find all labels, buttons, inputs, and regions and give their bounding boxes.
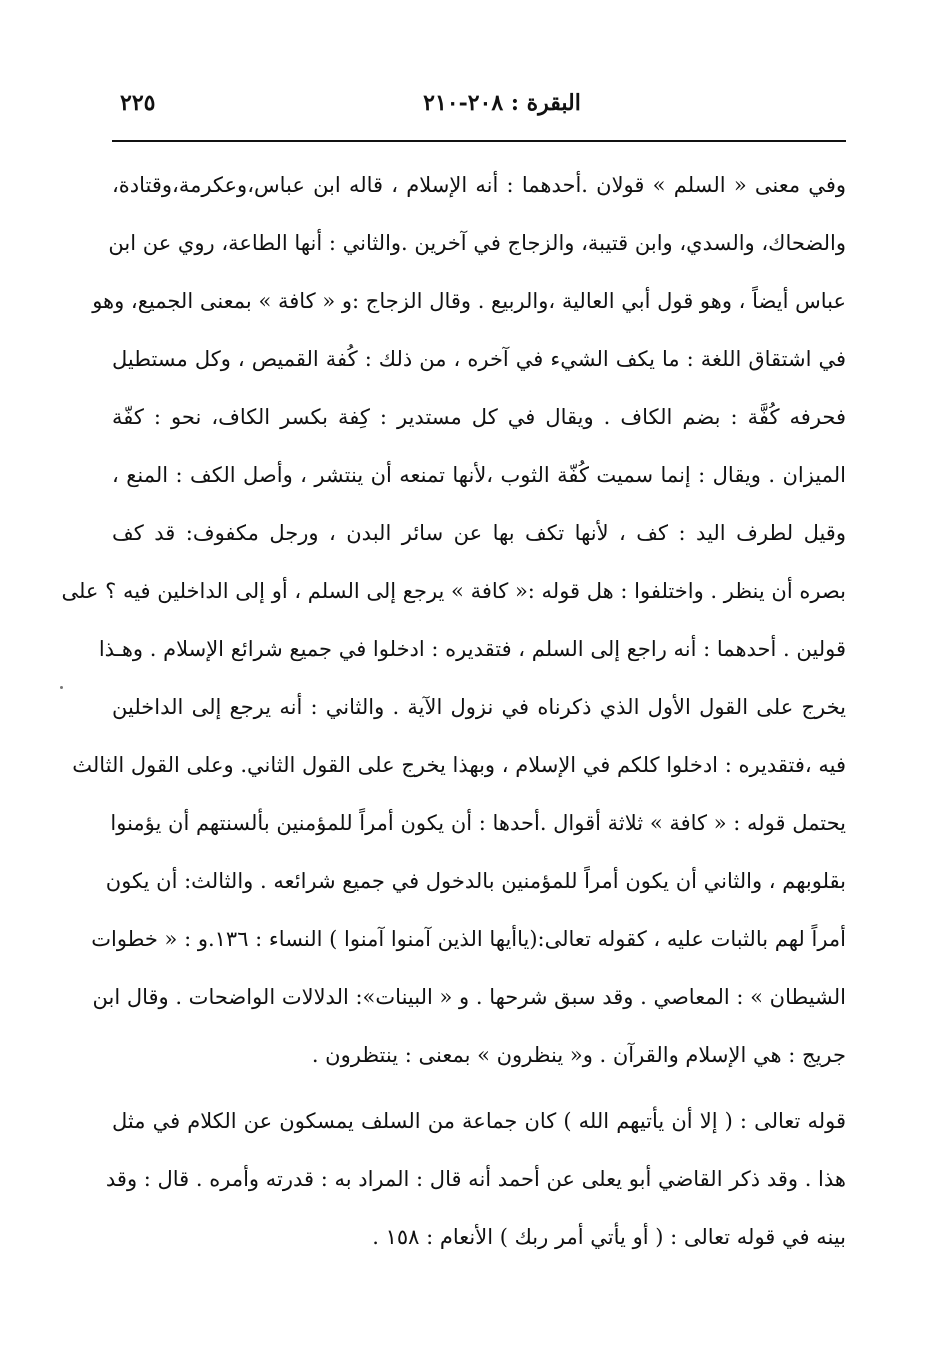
text-line: بصره أن ينظر . واختلفوا : هل قوله :« كافة » يرجع إلى السلم ، أو إلى الداخلين فيه ؟ على <box>61 579 846 603</box>
text-line: الشيطان » : المعاصي . وقد سبق شرحها . و « البينات»: الدلالات الواضحات . وقال ابن <box>92 985 846 1009</box>
text-line: في اشتقاق اللغة : ما يكف الشيء في آخره ، من ذلك : كُفة القميص ، وكل مستطيل <box>112 347 846 371</box>
page-body <box>61 156 846 1266</box>
paragraph-1 <box>61 156 846 1084</box>
text-line: أمراً لهم بالثبات عليه ، كقوله تعالى:(ياأيها الذين آمنوا آمنوا ) النساء : ١٣٦.و : « خطوات <box>91 927 846 951</box>
text-line: هذا . وقد ذكر القاضي أبو يعلى عن أحمد أنه قال : المراد به : قدرته وأمره . قال : وقد <box>105 1167 846 1191</box>
page-number: ٢٢٥ <box>120 90 156 116</box>
text-line: بينه في قوله تعالى : ( أو يأتي أمر ربك ) الأنعام : ١٥٨ . <box>372 1225 846 1249</box>
text-line: قوله تعالى : ( إلا أن يأتيهم الله ) كان جماعة من السلف يمسكون عن الكلام في مثل <box>112 1109 846 1133</box>
paragraph-gap <box>112 1084 846 1092</box>
text-line: فحرفه كُفَّة : بضم الكاف . ويقال في كل مستدير : كِفة بكسر الكاف، نحو : كفّة <box>112 405 846 429</box>
text-line: والضحاك، والسدي، وابن قتيبة، والزجاج في آخرين .والثاني : أنها الطاعة، روي عن ابن <box>108 231 846 255</box>
text-line: عباس أيضاً ، وهو قول أبي العالية ،والربيع . وقال الزجاج :و « كافة » بمعنى الجميع، وهو <box>92 289 846 313</box>
paragraph-2 <box>105 1092 846 1266</box>
text-line: يخرج على القول الأول الذي ذكرناه في نزول الآية . والثاني : أنه يرجع إلى الداخلين <box>112 695 846 719</box>
text-line: الميزان . ويقال : إنما سميت كُفّة الثوب ،لأنها تمنعه أن ينتشر ، وأصل الكف : المنع ، <box>112 463 846 487</box>
text-line: بقلوبهم ، والثاني أن يكون أمراً للمؤمنين بالدخول في جميع شرائعه . والثالث: أن يكون <box>105 869 846 893</box>
text-line: جريج : هي الإسلام والقرآن . و« ينظرون » بمعنى : ينتظرون . <box>311 1043 846 1067</box>
text-line: وفي معنى « السلم » قولان .أحدهما : أنه الإسلام ، قاله ابن عباس،وعكرمة،وقتادة، <box>112 173 846 197</box>
header-rule <box>112 140 846 142</box>
text-line: فيه ،فتقديره : ادخلوا كلكم في الإسلام ، وبهذا يخرج على القول الثاني. وعلى القول الثالث <box>72 753 846 777</box>
text-line: يحتمل قوله : « كافة » ثلاثة أقوال .أحدها : أن يكون أمراً للمؤمنين بألسنتهم أن يؤمنوا <box>110 811 846 835</box>
page-header <box>112 86 842 126</box>
margin-speck <box>60 686 63 689</box>
text-line: وقيل لطرف اليد : كف ، لأنها تكف بها عن سائر البدن ، ورجل مكفوف: قد كف <box>112 521 846 545</box>
running-title: البقرة : ٢٠٨-٢١٠ <box>423 90 581 116</box>
text-line: قولين . أحدهما : أنه راجع إلى السلم ، فتقديره : ادخلوا في جميع شرائع الإسلام . وهـذا <box>98 637 846 661</box>
